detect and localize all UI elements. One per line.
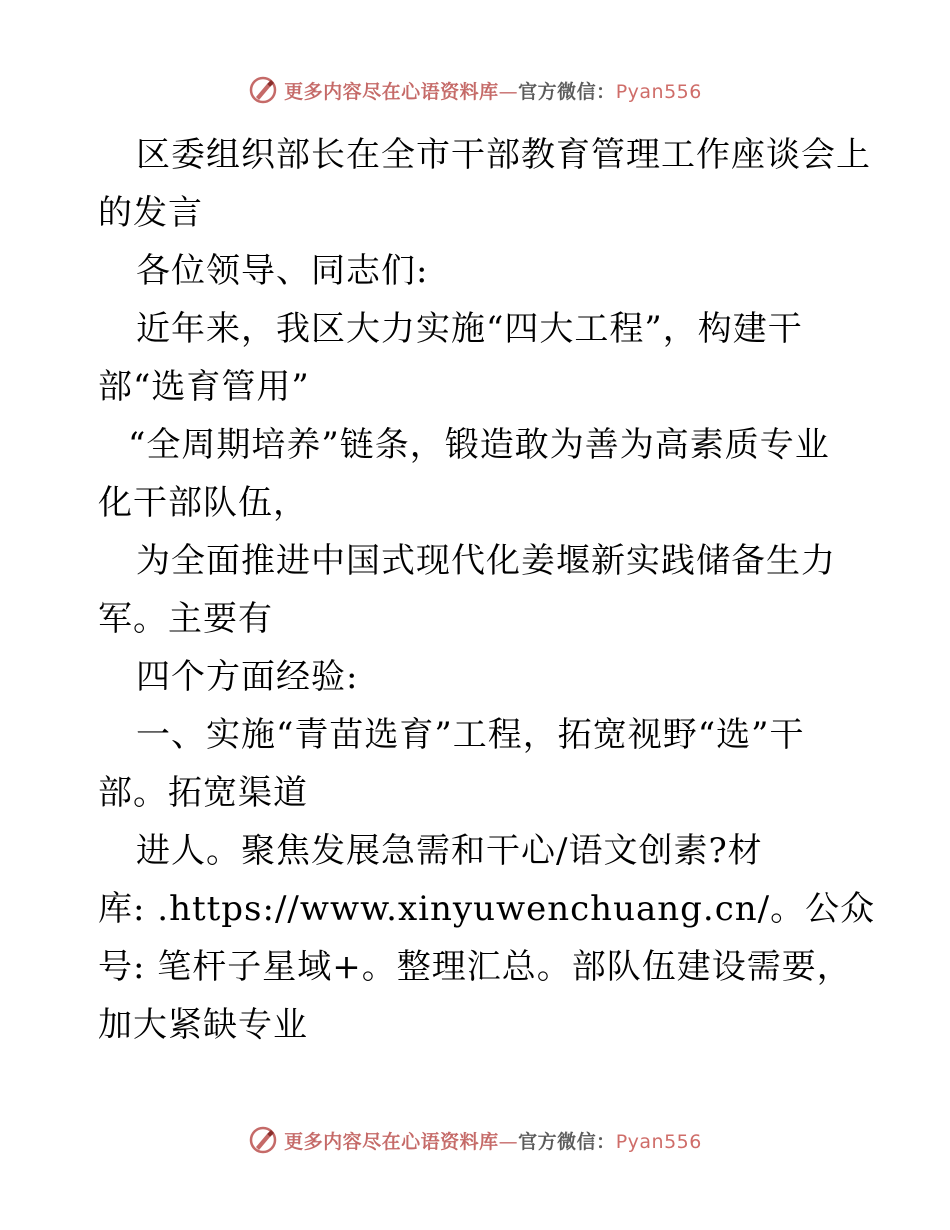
- text-line: 一、实施“青苗选育”工程，拓宽视野“选”干: [136, 715, 805, 755]
- header-watermark: [0, 70, 950, 110]
- text-line: 加大紧缺专业: [98, 1005, 308, 1045]
- watermark-title: 更多内容尽在心语资料库: [284, 80, 499, 103]
- text-line: 的发言: [98, 193, 203, 233]
- watermark-wechat-id: Pyan556: [615, 1130, 702, 1153]
- text-line: 号: 笔杆子星域+。整理汇总。部队伍建设需要，: [98, 947, 852, 987]
- pen-circle-logo-icon: [248, 1125, 278, 1155]
- text-line: 区委组织部长在全市干部教育管理工作座谈会上: [136, 135, 871, 175]
- text-line: 部。拓宽渠道: [98, 773, 308, 813]
- text-line: “全周期培养”链条，锻造敢为善为高素质专业: [128, 425, 830, 465]
- text-line: 各位领导、同志们:: [136, 251, 429, 291]
- text-line: 近年来，我区大力实施“四大工程”，构建干: [136, 309, 803, 349]
- text-line: 库: .https://www.xinyuwenchuang.cn/。公众: [98, 889, 876, 929]
- text-line: 为全面推进中国式现代化姜堰新实践储备生力: [136, 541, 836, 581]
- text-line: 化干部队伍，: [98, 483, 308, 523]
- watermark-wechat-id: Pyan556: [615, 80, 702, 103]
- text-line: 部“选育管用”: [98, 367, 310, 407]
- text-line: 进人。聚焦发展急需和干心/语文创素?材: [136, 831, 763, 871]
- pen-circle-logo-icon: [248, 75, 278, 105]
- text-line: 四个方面经验:: [136, 657, 359, 697]
- text-line: 军。主要有: [98, 599, 273, 639]
- watermark-wechat-label: 官方微信：: [518, 1130, 616, 1153]
- footer-watermark: [0, 1120, 950, 1160]
- watermark-title: 更多内容尽在心语资料库: [284, 1130, 499, 1153]
- watermark-dash: —: [498, 1130, 519, 1153]
- watermark-wechat-label: 官方微信：: [518, 80, 616, 103]
- watermark-dash: —: [498, 80, 519, 103]
- document-body: [98, 126, 876, 1054]
